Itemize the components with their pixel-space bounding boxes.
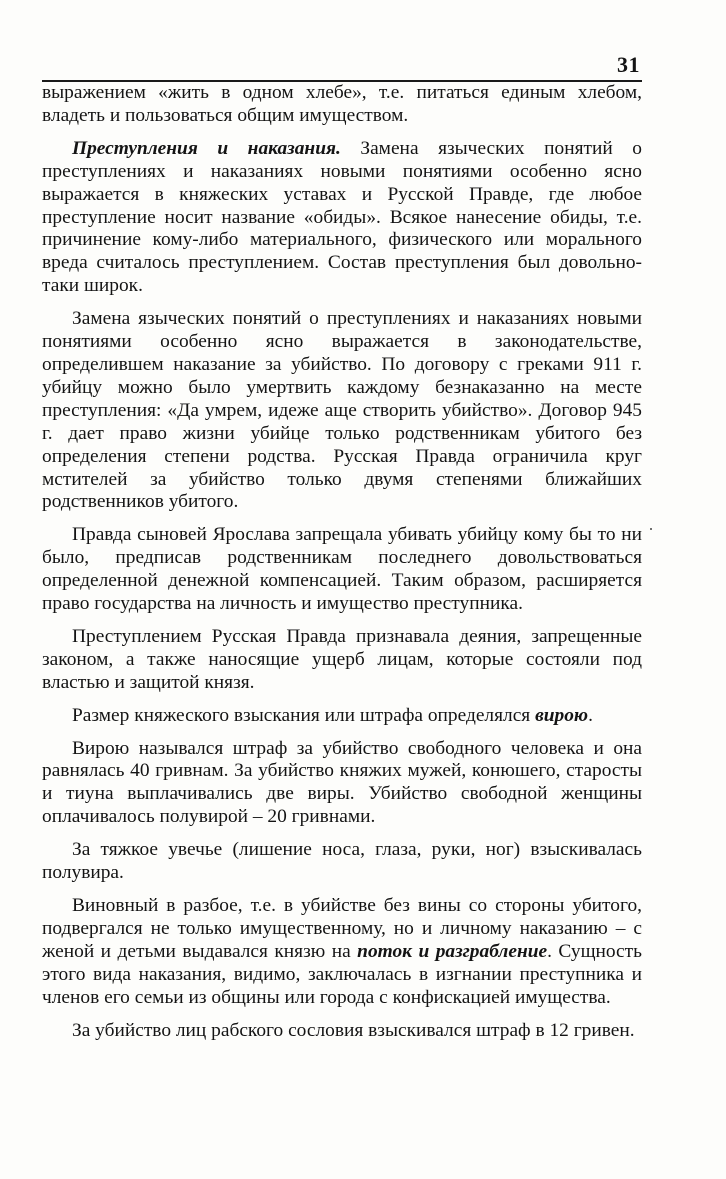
paragraph-crimes-intro — [42, 138, 642, 298]
paragraph-text: За убийство лиц рабского сословия взыскивался штраф в 12 гривен. — [72, 1019, 635, 1041]
paragraph-yaroslav-sons — [42, 524, 642, 616]
paragraph-text: Правда сыновей Ярослава запрещала убивать убийцу кому бы то ни было, предписав родственникам последнего довольствоваться определенной денежной компенсацией. Таким образом, расширяется право государства на личность и имущество преступника. — [42, 524, 642, 615]
paragraph-continued — [42, 82, 642, 128]
text-body — [42, 82, 642, 1052]
paragraph-text: Размер княжеского взыскания или штрафа определялся — [72, 704, 536, 726]
paragraph-text: За тяжкое увечье (лишение носа, глаза, руки, ног) взыскивалась полувира. — [42, 839, 642, 884]
section-heading: Преступления и наказания. — [72, 137, 341, 159]
paragraph-tail: . Сущность этого вида наказания, видимо, заключалась в изгнании преступника и членов его семьи из общины или города с конфискацией имущества. — [42, 940, 642, 1008]
paragraph-text: Замена языческих понятий о преступлениях и наказаниях новыми понятиями особенно ясно выражается в законодательстве, определившем наказание за убийство. По договору с греками 911 г. убийцу можно было умертвить каждому безнаказанно на месте преступления: «Да умрем, идеже аще створить убийство». Договор 945 г. дает право жизни убийце только родственникам убитого без определения степени родства. Русская Правда ограничила круг мстителей за убийство только двумя степенями ближайших родственников убитого. — [42, 308, 642, 513]
paragraph-slaves — [42, 1020, 642, 1043]
page-number: 31 — [617, 52, 640, 77]
paragraph-vira-intro — [42, 705, 642, 728]
paragraph-tail: . — [588, 704, 593, 726]
paragraph-text: Преступлением Русская Правда признавала деяния, запрещенные законом, а также наносящие ущерб лицам, которые состояли под властью и защитой князя. — [42, 625, 642, 693]
paragraph-text: выражением «жить в одном хлебе», т.е. питаться единым хлебом, владеть и пользоваться общим имуществом. — [42, 82, 642, 126]
paragraph-injury — [42, 839, 642, 885]
paragraph-text: Вирою назывался штраф за убийство свободного человека и она равнялась 40 гривнам. За убийство княжих мужей, конюшего, старосты и тиуна выплачивались две виры. Убийство свободной женщины оплачивалось полувирой – 20 гривнами. — [42, 737, 642, 828]
paragraph-crime-definition — [42, 626, 642, 695]
paragraph-murder-law — [42, 308, 642, 514]
paragraph-text: Замена языческих понятий о преступлениях и наказаниях новыми понятиями особенно ясно выражается в княжеских уставах и Русской Правде, где любое преступление носит название «обиды». Всякое нанесение обиды, т.е. причинение кому-либо материального, физического или морального вреда считалось преступлением. Состав преступления был довольно-таки широк. — [42, 137, 642, 297]
term-emphasis: поток и разграбление — [357, 940, 548, 962]
paragraph-robbery — [42, 895, 642, 1010]
margin-speck — [650, 528, 652, 530]
paragraph-text: Виновный в разбое, т.е. в убийстве без вины со стороны убитого, подвергался не только имущественному, но и личному наказанию – с женой и детьми выдавался князю на — [42, 895, 642, 962]
term-emphasis: вирою — [535, 704, 589, 726]
paragraph-vira-amount — [42, 738, 642, 830]
